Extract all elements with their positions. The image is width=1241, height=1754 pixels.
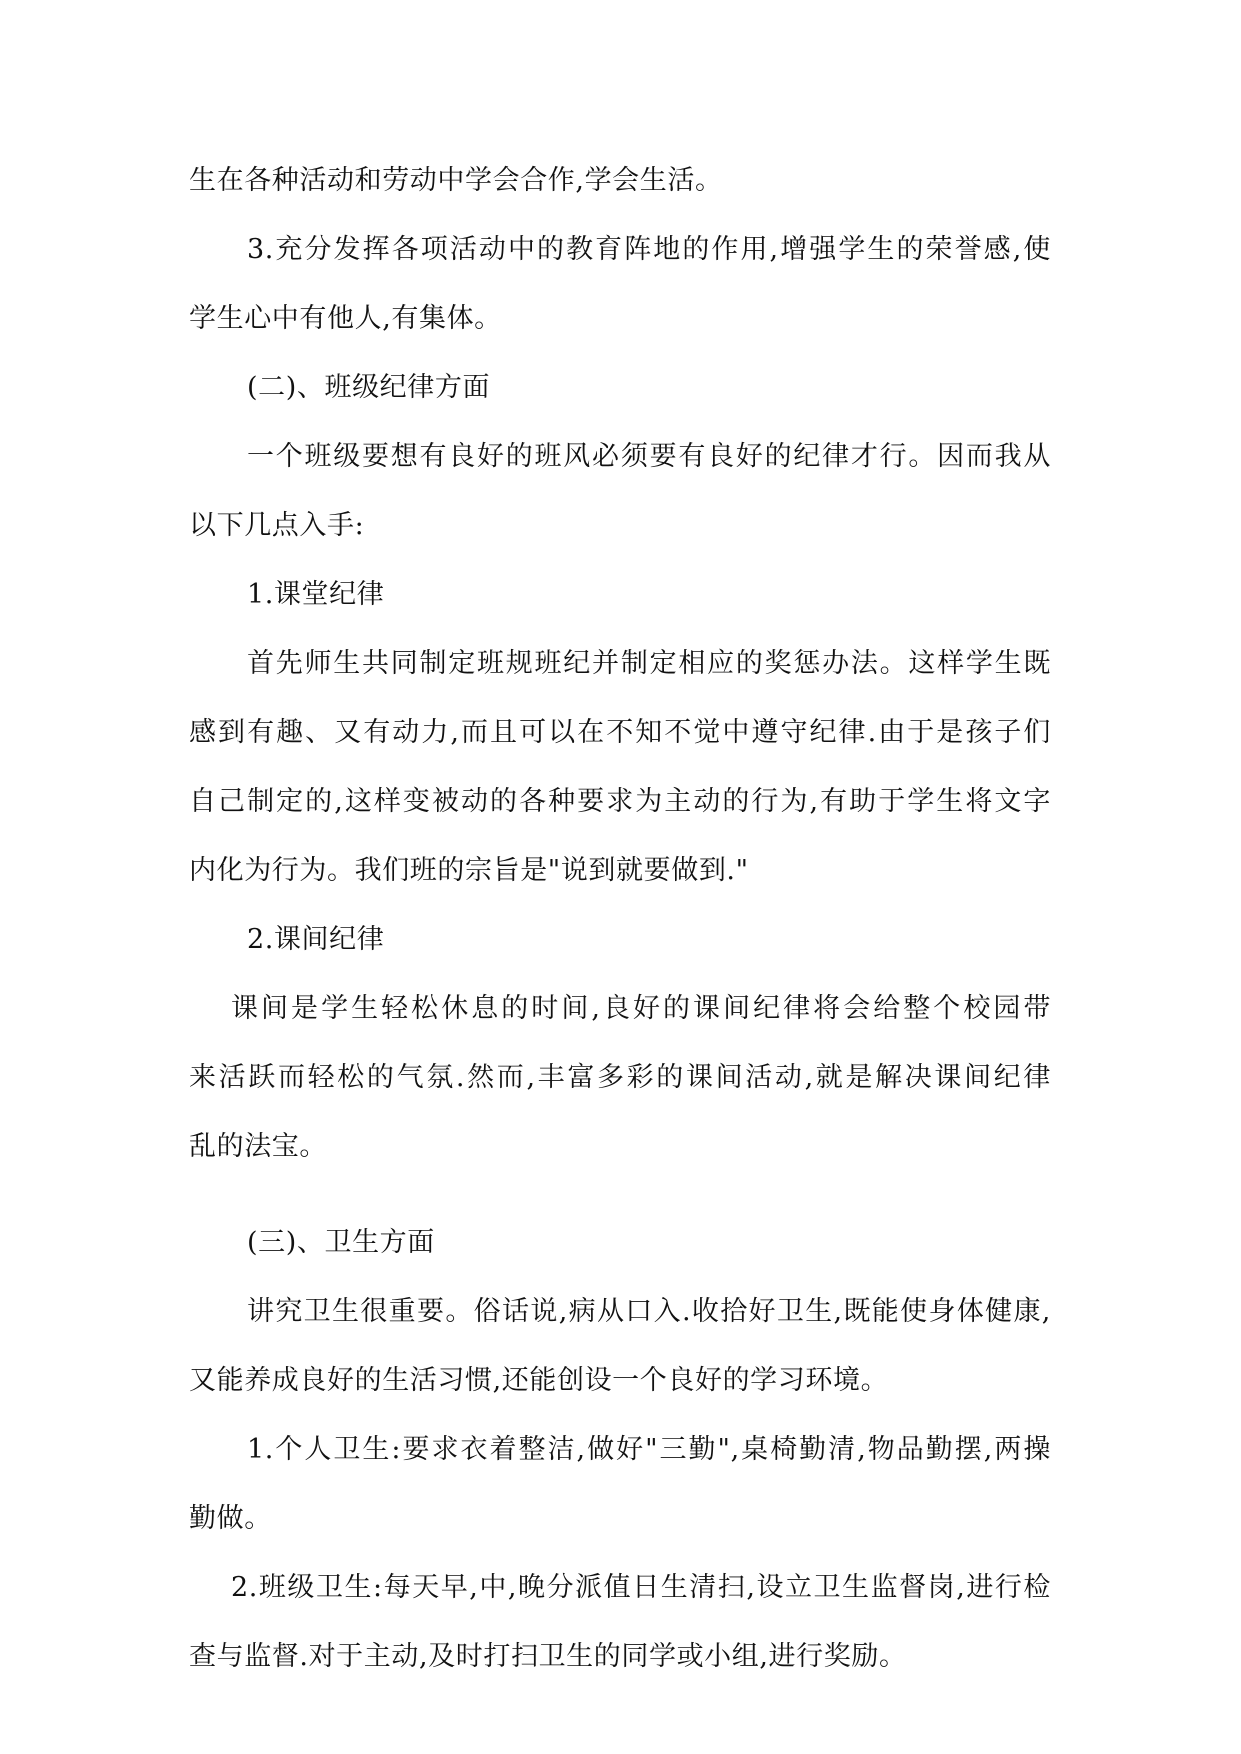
text-line: 生在各种活动和劳动中学会合作,学会生活。 bbox=[189, 165, 723, 196]
text-line: 3.充分发挥各项活动中的教育阵地的作用,增强学生的荣誉感,使 bbox=[247, 234, 1051, 265]
text-line: 2.班级卫生:每天早,中,晚分派值日生清扫,设立卫生监督岗,进行检 bbox=[231, 1572, 1051, 1603]
text-line: 讲究卫生很重要。俗话说,病从口入.收拾好卫生,既能使身体健康, bbox=[247, 1296, 1051, 1327]
text-line: 课间是学生轻松休息的时间,良好的课间纪律将会给整个校园带 bbox=[231, 993, 1051, 1024]
text-line: 一个班级要想有良好的班风必须要有良好的纪律才行。因而我从 bbox=[247, 441, 1051, 472]
text-line: 1.个人卫生:要求衣着整洁,做好"三勤",桌椅勤清,物品勤摆,两操 bbox=[247, 1434, 1051, 1465]
subheading: 1.课堂纪律 bbox=[247, 579, 385, 610]
text-line: 查与监督.对于主动,及时打扫卫生的同学或小组,进行奖励。 bbox=[189, 1641, 907, 1672]
text-line: 以下几点入手: bbox=[189, 510, 365, 541]
text-line: 勤做。 bbox=[189, 1503, 272, 1534]
text-line: 乱的法宝。 bbox=[189, 1131, 327, 1162]
subheading: 2.课间纪律 bbox=[247, 924, 385, 955]
text-line: 自己制定的,这样变被动的各种要求为主动的行为,有助于学生将文字 bbox=[189, 786, 1051, 817]
text-line: 感到有趣、又有动力,而且可以在不知不觉中遵守纪律.由于是孩子们 bbox=[189, 717, 1051, 748]
section-heading: (二)、班级纪律方面 bbox=[247, 372, 491, 403]
text-line: 首先师生共同制定班规班纪并制定相应的奖惩办法。这样学生既 bbox=[247, 648, 1051, 679]
text-line: 又能养成良好的生活习惯,还能创设一个良好的学习环境。 bbox=[189, 1365, 889, 1396]
text-line: 来活跃而轻松的气氛.然而,丰富多彩的课间活动,就是解决课间纪律 bbox=[189, 1062, 1051, 1093]
text-line: 学生心中有他人,有集体。 bbox=[189, 303, 502, 334]
text-line: 内化为行为。我们班的宗旨是"说到就要做到." bbox=[189, 855, 749, 886]
section-heading: (三)、卫生方面 bbox=[247, 1227, 435, 1258]
